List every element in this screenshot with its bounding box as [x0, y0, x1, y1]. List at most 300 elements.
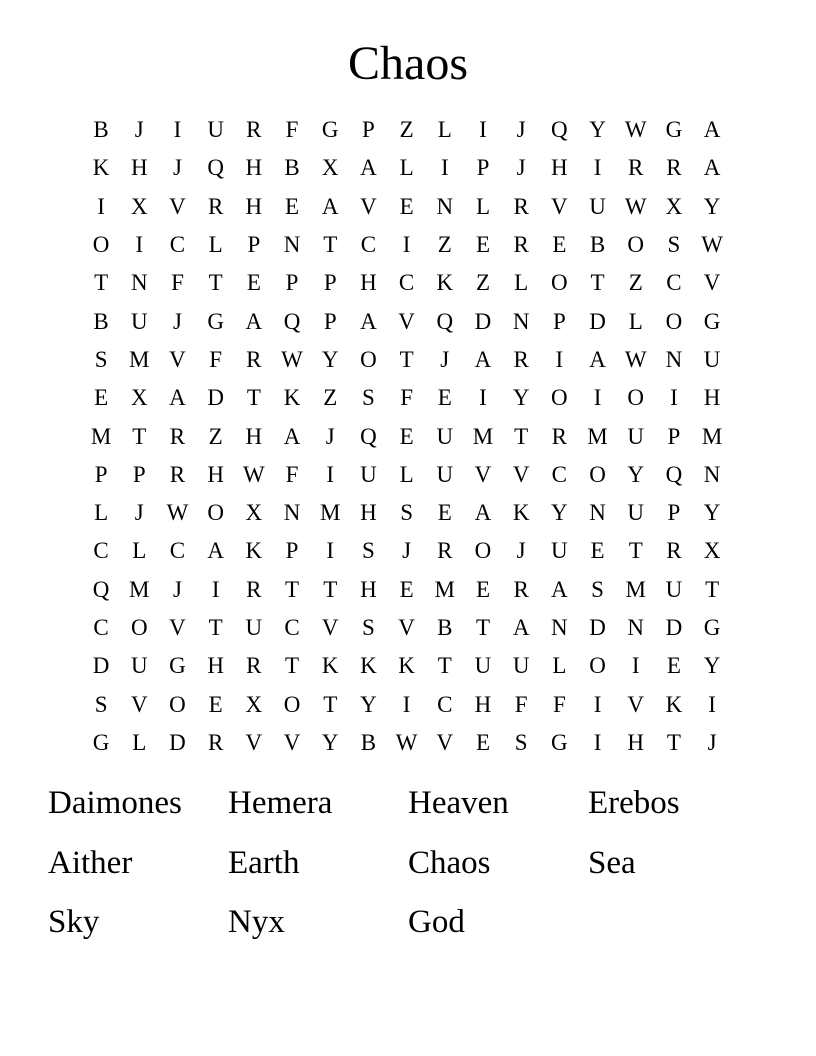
grid-letter: R [246, 117, 262, 143]
grid-row [82, 532, 731, 570]
grid-row [82, 647, 731, 685]
grid-letter: Z [628, 270, 643, 296]
grid-letter: U [245, 615, 263, 640]
grid-letter: U [627, 500, 645, 526]
grid-letter: N [665, 346, 683, 372]
grid-letter: L [628, 308, 643, 334]
word-list-item: God [408, 904, 465, 940]
grid-letter: G [703, 308, 721, 334]
grid-letter: C [93, 615, 109, 640]
grid-letter: N [436, 193, 454, 219]
grid-letter: J [707, 729, 717, 755]
grid-letter: E [399, 193, 414, 219]
grid-letter: W [281, 346, 303, 372]
grid-letter: X [321, 155, 339, 181]
grid-letter: Q [207, 155, 224, 181]
grid-letter: U [360, 461, 377, 487]
grid-row [82, 188, 731, 226]
grid-letter: R [169, 423, 186, 449]
grid-letter: U [512, 653, 530, 679]
word-list-item: Daimones [48, 785, 182, 821]
grid-letter: Y [703, 193, 721, 219]
grid-letter: D [665, 615, 683, 640]
grid-letter: J [516, 538, 526, 564]
grid-letter: V [360, 193, 377, 219]
grid-letter: B [437, 615, 453, 640]
grid-letter: J [402, 538, 412, 564]
grid-letter: U [627, 423, 645, 449]
grid-letter: R [246, 576, 262, 602]
grid-letter: C [551, 461, 568, 487]
grid-letter: T [666, 729, 681, 755]
grid-letter: T [323, 232, 338, 258]
grid-letter: I [326, 461, 335, 487]
grid-letter: M [90, 423, 112, 449]
grid-letter: T [437, 653, 452, 679]
grid-letter: G [169, 653, 186, 679]
grid-letter: A [474, 346, 492, 372]
grid-letter: H [474, 691, 492, 717]
grid-letter: P [247, 232, 261, 258]
grid-letter: S [514, 729, 528, 755]
grid-letter: V [398, 615, 415, 640]
grid-letter: S [94, 691, 108, 717]
grid-letter: C [169, 538, 186, 564]
grid-row [82, 264, 731, 302]
grid-letter: L [399, 155, 414, 181]
grid-letter: X [245, 691, 263, 717]
grid-letter: H [207, 653, 224, 679]
grid-letter: S [400, 500, 413, 526]
grid-letter: Q [283, 308, 301, 334]
grid-letter: N [130, 270, 148, 296]
grid-letter: T [590, 270, 605, 296]
grid-letter: E [552, 232, 567, 258]
grid-letter: A [703, 117, 721, 143]
grid-letter: G [703, 615, 721, 640]
grid-letter: X [130, 193, 148, 219]
grid-letter: I [670, 385, 678, 411]
grid-letter: P [323, 270, 337, 296]
grid-letter: R [628, 155, 644, 181]
grid-letter: J [325, 423, 335, 449]
grid-letter: H [627, 729, 645, 755]
grid-letter: I [593, 385, 602, 411]
grid-letter: K [512, 500, 530, 526]
grid-letter: N [703, 461, 721, 487]
grid-letter: Y [703, 500, 721, 526]
grid-letter: O [551, 270, 568, 296]
grid-letter: Q [665, 461, 683, 487]
word-list-item: Earth [228, 844, 300, 881]
grid-letter: W [624, 117, 647, 143]
grid-letter: L [437, 117, 452, 143]
grid-letter: Y [627, 461, 645, 487]
word-list-item: Sea [588, 844, 636, 881]
grid-row [82, 609, 731, 647]
word-list-item: Hemera [228, 785, 333, 821]
grid-letter: V [283, 729, 301, 755]
grid-letter: J [172, 155, 182, 181]
grid-letter: C [360, 232, 377, 258]
grid-letter: H [360, 500, 377, 526]
grid-letter: N [283, 232, 301, 258]
grid-letter: Z [437, 232, 452, 258]
grid-letter: G [321, 117, 339, 143]
grid-letter: F [400, 385, 413, 411]
grid-letter: V [627, 691, 645, 717]
grid-letter: E [246, 270, 261, 296]
grid-letter: U [474, 653, 492, 679]
grid-letter: T [132, 423, 147, 449]
grid-letter: C [169, 232, 186, 258]
grid-letter: K [321, 653, 339, 679]
grid-letter: M [701, 423, 723, 449]
grid-letter: M [319, 500, 341, 526]
grid-letter: T [94, 270, 109, 296]
grid-letter: C [437, 691, 453, 717]
grid-letter: H [703, 385, 721, 411]
grid-letter: U [665, 576, 683, 602]
grid-letter: U [589, 193, 606, 219]
grid-letter: K [92, 155, 110, 181]
grid-letter: R [513, 232, 529, 258]
grid-letter: T [628, 538, 643, 564]
grid-letter: L [208, 232, 223, 258]
grid-letter: Y [703, 653, 721, 679]
grid-letter: K [283, 385, 301, 411]
grid-letter: U [130, 308, 148, 334]
grid-letter: S [667, 232, 681, 258]
grid-letter: C [93, 538, 109, 564]
grid-letter: R [513, 346, 529, 372]
grid-letter: D [474, 308, 492, 334]
grid-letter: H [360, 576, 377, 602]
grid-letter: I [173, 117, 182, 143]
grid-letter: U [436, 461, 454, 487]
grid-letter: O [169, 691, 186, 717]
grid-letter: L [132, 538, 147, 564]
grid-letter: A [283, 423, 301, 449]
grid-letter: P [552, 308, 566, 334]
grid-letter: V [512, 461, 530, 487]
grid-letter: R [207, 193, 224, 219]
grid-letter: E [94, 385, 109, 411]
grid-letter: K [245, 538, 263, 564]
grid-letter: E [590, 538, 605, 564]
grid-letter: I [555, 346, 564, 372]
grid-letter: F [552, 691, 566, 717]
grid-letter: J [172, 576, 182, 602]
grid-letter: K [665, 691, 683, 717]
grid-letter: V [436, 729, 454, 755]
grid-letter: Y [512, 385, 530, 411]
grid-letter: I [440, 155, 449, 181]
grid-letter: J [516, 155, 526, 181]
grid-letter: K [436, 270, 454, 296]
grid-letter: C [284, 615, 300, 640]
grid-letter: I [402, 232, 411, 258]
grid-letter: P [285, 270, 299, 296]
grid-letter: N [627, 615, 645, 640]
grid-letter: A [245, 308, 263, 334]
grid-letter: M [129, 576, 150, 602]
grid-letter: S [362, 538, 375, 564]
grid-letter: H [360, 270, 377, 296]
grid-letter: H [130, 155, 148, 181]
grid-letter: P [132, 461, 146, 487]
grid-letter: P [285, 538, 299, 564]
grid-letter: W [395, 729, 418, 755]
grid-row [82, 226, 731, 264]
grid-row [82, 494, 731, 532]
grid-letter: O [283, 691, 301, 717]
grid-letter: V [169, 193, 186, 219]
grid-letter: R [246, 653, 262, 679]
grid-letter: V [474, 461, 492, 487]
grid-letter: G [92, 729, 110, 755]
grid-letter: T [705, 576, 720, 602]
grid-letter: T [285, 653, 300, 679]
grid-letter: Q [551, 117, 568, 143]
grid-letter: M [587, 423, 608, 449]
grid-letter: I [135, 232, 144, 258]
grid-letter: P [667, 500, 681, 526]
grid-letter: T [208, 615, 223, 640]
grid-letter: L [132, 729, 147, 755]
grid-letter: B [589, 232, 606, 258]
grid-letter: I [479, 385, 487, 411]
grid-letter: P [476, 155, 490, 181]
grid-letter: Q [92, 576, 110, 602]
grid-letter: H [551, 155, 568, 181]
grid-letter: A [169, 385, 186, 411]
grid-letter: S [362, 385, 375, 411]
grid-letter: D [92, 653, 110, 679]
word-list [48, 774, 768, 953]
grid-letter: N [512, 308, 530, 334]
grid-letter: F [514, 691, 528, 717]
grid-row [82, 456, 731, 494]
grid-letter: W [624, 346, 647, 372]
grid-letter: O [474, 538, 492, 564]
grid-letter: Z [208, 423, 223, 449]
grid-row [82, 302, 731, 340]
word-list-item: Nyx [228, 904, 285, 940]
grid-letter: A [321, 193, 339, 219]
grid-row [82, 341, 731, 379]
grid-letter: E [437, 385, 452, 411]
grid-letter: A [551, 576, 568, 602]
grid-letter: L [552, 653, 567, 679]
grid-letter: V [245, 729, 263, 755]
grid-letter: R [666, 538, 682, 564]
grid-letter: R [513, 193, 529, 219]
grid-letter: F [285, 117, 299, 143]
grid-letter: M [434, 576, 455, 602]
grid-letter: V [398, 308, 415, 334]
word-list-item: Sky [48, 904, 100, 940]
grid-letter: M [129, 346, 150, 372]
grid-letter: B [360, 729, 377, 755]
grid-letter: Z [399, 117, 414, 143]
grid-letter: A [512, 615, 530, 640]
grid-letter: H [245, 423, 263, 449]
grid-letter: O [551, 385, 568, 411]
grid-letter: A [589, 346, 606, 372]
puzzle-title: Chaos [348, 37, 468, 90]
grid-letter: M [472, 423, 494, 449]
word-list-item: Chaos [408, 844, 491, 881]
grid-letter: I [593, 729, 602, 755]
grid-letter: F [171, 270, 184, 296]
grid-letter: X [130, 385, 148, 411]
grid-letter: P [362, 117, 375, 143]
grid-letter: A [207, 538, 224, 564]
grid-letter: Q [436, 308, 454, 334]
grid-letter: R [169, 461, 186, 487]
grid-letter: Y [321, 346, 339, 372]
grid-letter: L [514, 270, 529, 296]
grid-letter: X [665, 193, 683, 219]
grid-row [82, 724, 731, 762]
grid-letter: L [94, 500, 109, 526]
grid-row [82, 379, 731, 417]
grid-letter: E [285, 193, 300, 219]
grid-letter: H [245, 193, 263, 219]
grid-letter: S [591, 576, 604, 602]
grid-letter: V [703, 270, 721, 296]
grid-letter: J [516, 117, 526, 143]
grid-letter: N [551, 615, 568, 640]
word-list-item: Erebos [588, 785, 680, 821]
grid-letter: O [92, 232, 110, 258]
letter-grid [82, 111, 731, 762]
grid-letter: U [703, 346, 721, 372]
grid-letter: O [130, 615, 148, 640]
grid-letter: D [169, 729, 186, 755]
grid-letter: E [437, 500, 452, 526]
grid-letter: I [97, 193, 105, 219]
grid-row [82, 417, 731, 455]
grid-letter: I [631, 653, 640, 679]
grid-letter: J [134, 117, 144, 143]
grid-letter: E [399, 576, 414, 602]
grid-letter: T [323, 691, 338, 717]
grid-letter: T [208, 270, 223, 296]
grid-letter: O [665, 308, 683, 334]
grid-letter: G [665, 117, 683, 143]
grid-letter: G [207, 308, 224, 334]
grid-row [82, 111, 731, 149]
grid-letter: A [474, 500, 492, 526]
grid-letter: I [479, 117, 487, 143]
grid-letter: D [589, 615, 606, 640]
grid-letter: G [551, 729, 568, 755]
word-list-item: Heaven [408, 785, 509, 821]
grid-row [82, 685, 731, 723]
grid-letter: E [208, 691, 223, 717]
grid-letter: T [285, 576, 300, 602]
grid-letter: J [440, 346, 450, 372]
grid-letter: L [399, 461, 414, 487]
grid-letter: I [211, 576, 220, 602]
grid-letter: H [207, 461, 224, 487]
grid-letter: B [284, 155, 300, 181]
grid-letter: H [245, 155, 263, 181]
grid-row [82, 149, 731, 187]
grid-letter: T [323, 576, 338, 602]
grid-letter: Y [321, 729, 339, 755]
grid-letter: N [589, 500, 606, 526]
grid-letter: Y [360, 691, 377, 717]
grid-letter: T [514, 423, 529, 449]
grid-letter: O [627, 385, 645, 411]
grid-letter: K [360, 653, 377, 679]
grid-letter: L [475, 193, 490, 219]
grid-letter: E [475, 576, 490, 602]
grid-letter: J [134, 500, 144, 526]
grid-letter: U [436, 423, 454, 449]
grid-letter: B [93, 117, 109, 143]
grid-letter: W [701, 232, 723, 258]
grid-letter: R [666, 155, 682, 181]
grid-letter: R [437, 538, 453, 564]
grid-letter: P [94, 461, 108, 487]
grid-letter: O [589, 461, 606, 487]
grid-letter: E [475, 729, 490, 755]
word-list-item: Aither [48, 844, 133, 881]
grid-letter: V [321, 615, 339, 640]
grid-letter: J [172, 308, 182, 334]
grid-letter: D [207, 385, 224, 411]
grid-letter: Q [360, 423, 377, 449]
grid-letter: O [627, 232, 645, 258]
grid-letter: W [166, 500, 189, 526]
grid-letter: E [399, 423, 414, 449]
grid-letter: R [551, 423, 568, 449]
grid-letter: T [246, 385, 261, 411]
grid-letter: K [398, 653, 415, 679]
grid-letter: C [666, 270, 682, 296]
grid-letter: M [625, 576, 646, 602]
grid-letter: R [207, 729, 224, 755]
grid-letter: W [242, 461, 265, 487]
grid-letter: X [245, 500, 263, 526]
grid-letter: F [285, 461, 299, 487]
grid-letter: I [326, 538, 335, 564]
grid-letter: O [360, 346, 377, 372]
grid-letter: V [130, 691, 148, 717]
grid-letter: F [209, 346, 223, 372]
grid-letter: A [360, 155, 377, 181]
grid-letter: X [703, 538, 721, 564]
grid-letter: T [475, 615, 490, 640]
grid-letter: O [589, 653, 606, 679]
grid-letter: V [551, 193, 568, 219]
grid-letter: I [593, 155, 602, 181]
grid-letter: E [475, 232, 490, 258]
grid-letter: E [666, 653, 681, 679]
grid-letter: N [283, 500, 301, 526]
grid-letter: Z [323, 385, 338, 411]
grid-letter: W [624, 193, 647, 219]
grid-letter: P [323, 308, 337, 334]
grid-letter: A [703, 155, 721, 181]
grid-letter: I [708, 691, 716, 717]
grid-letter: I [593, 691, 602, 717]
grid-letter: U [130, 653, 148, 679]
